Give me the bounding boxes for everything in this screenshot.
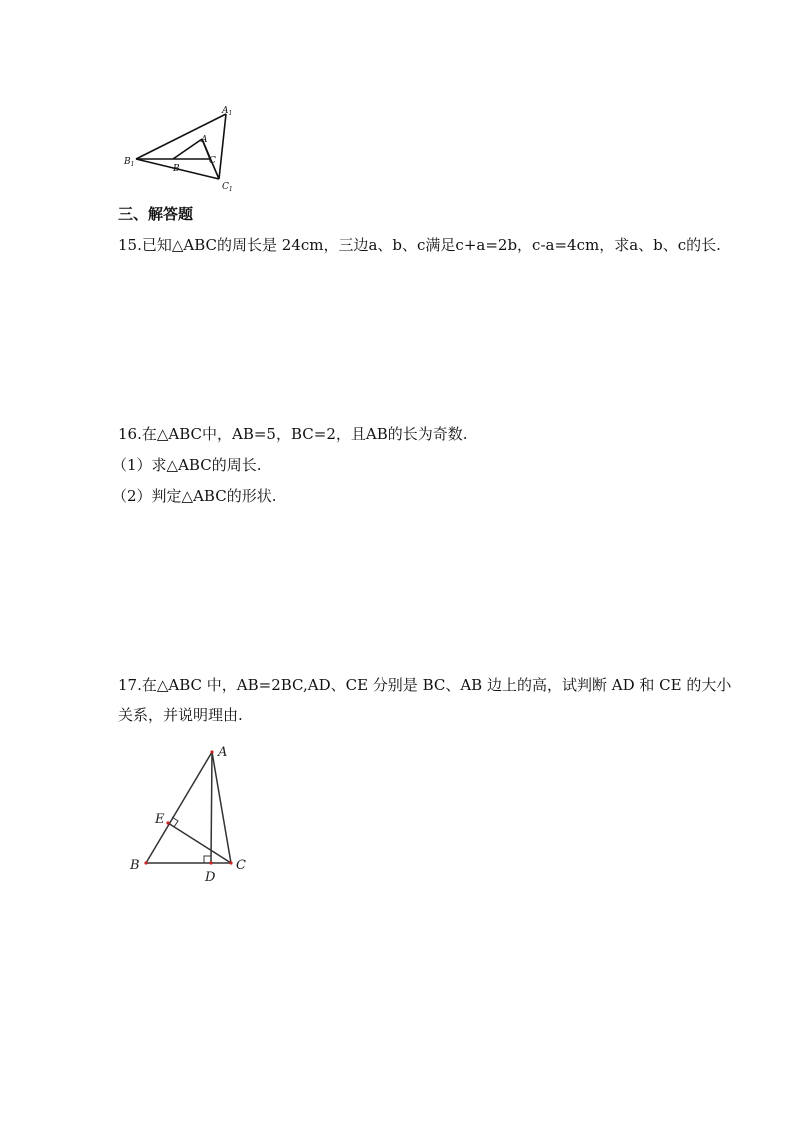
vertex-a [210,750,213,753]
label-b1: $B_1$ [124,157,135,168]
side-ac [212,752,231,863]
label-c: C [236,858,246,873]
segment-b1-a1 [136,114,226,159]
vertex-e [166,821,169,824]
question-16: 16.在△ABC中，AB=5，BC=2，且AB的长为奇数. [118,425,468,443]
vertex-d [209,861,212,864]
label-a: A [201,135,208,145]
altitude-ce [168,823,231,863]
label-e: E [155,812,165,827]
segment-a1-c1 [219,114,226,179]
label-d: D [205,870,216,885]
segment-b-a [173,139,202,159]
vertex-c [229,861,232,864]
question-16-part-2: （2）判定△ABC的形状. [112,487,277,505]
label-c: C [209,156,216,166]
altitude-ad [211,752,212,863]
vertex-b [144,861,147,864]
label-a1: $A_1$ [222,106,233,117]
side-ab [146,752,212,863]
label-a: A [218,745,228,760]
section-title: 三、解答题 [118,205,194,223]
label-b: B [173,164,180,174]
figure-triangle-altitudes [120,735,270,885]
question-17-line-1: 17.在△ABC 中，AB=2BC,AD、CE 分别是 BC、AB 边上的高，试判断 AD 和 CE 的大小 [118,676,732,694]
question-17-line-2: 关系，并说明理由. [118,706,243,724]
question-16-part-1: （1）求△ABC的周长. [112,456,262,474]
label-c1: $C_1$ [222,182,233,193]
label-b: B [130,858,140,873]
question-15: 15.已知△ABC的周长是 24cm，三边a、b、c满足c+a=2b，c-a=4cm，求a、b、c的长. [118,236,721,254]
figure-nested-triangles [118,100,268,200]
